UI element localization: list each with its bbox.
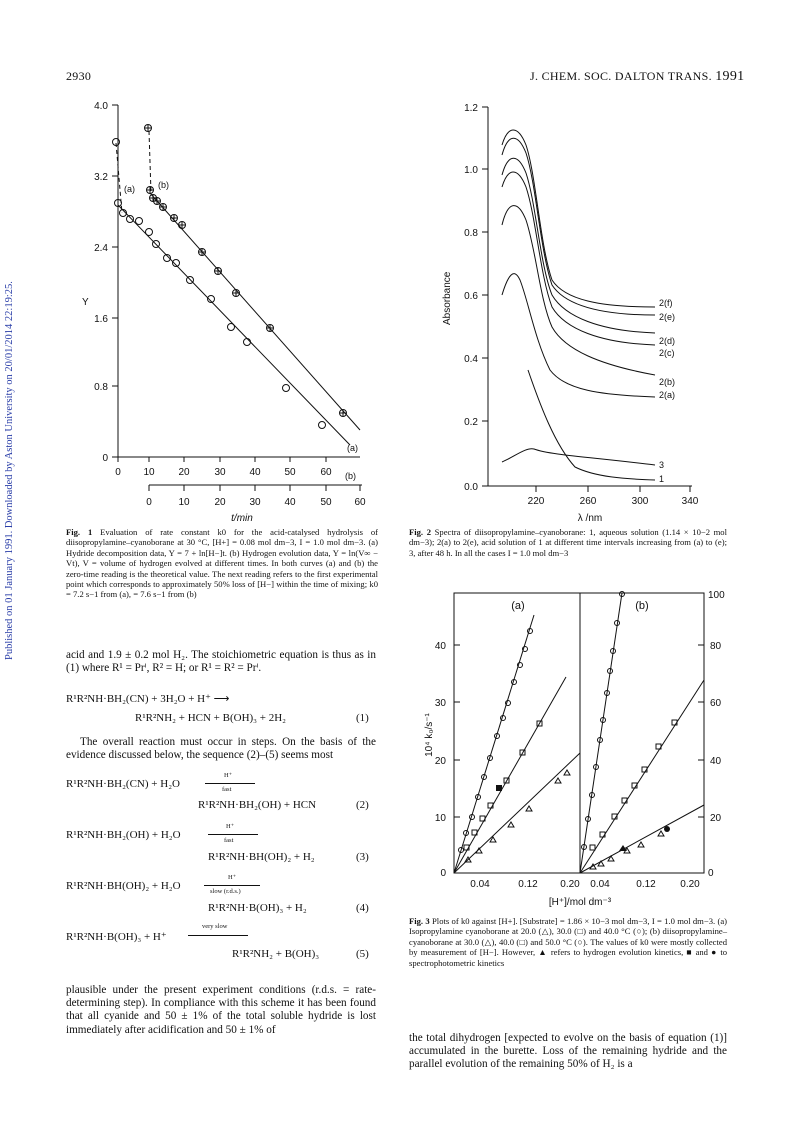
fig1-label-a-top: (a) — [124, 184, 135, 194]
eq3-number: (3) — [356, 851, 369, 863]
fig2-ytick: 0.8 — [464, 228, 478, 239]
eq1-right: R¹R²NH₂ + HCN + B(OH)₃ + 2H₂ — [135, 712, 286, 724]
eq1-number: (1) — [356, 712, 369, 724]
eq2-number: (2) — [356, 799, 369, 811]
fig3-left-tick: 20 — [434, 756, 446, 767]
fig1-xtick-a: 40 — [249, 467, 261, 478]
eq4-arrow — [204, 885, 260, 886]
fig1-ylabel: Y — [82, 297, 89, 308]
eq5-over: very slow — [202, 923, 228, 930]
journal-header — [530, 69, 744, 85]
fig1-xtick-b: 30 — [249, 497, 261, 508]
eq2-left: R¹R²NH·BH₂(CN) + H₂O — [66, 778, 180, 790]
fig2-ylabel: Absorbance — [442, 271, 453, 325]
eq3-over: H⁺ — [226, 823, 235, 830]
fig1-xtick-a: 60 — [320, 467, 332, 478]
fig3-xtick: 0.20 — [560, 879, 580, 890]
eq4-under: slow (r.d.s.) — [210, 888, 241, 895]
eq2-arrow — [205, 783, 255, 784]
fig1-xtick-a: 10 — [143, 467, 155, 478]
fig2-ytick: 0.0 — [464, 482, 478, 493]
fig1-caption — [66, 527, 378, 600]
fig2-curve-label: 2(a) — [659, 390, 676, 400]
eq4-over: H⁺ — [228, 874, 237, 881]
fig1-ytick: 3.2 — [94, 172, 108, 183]
fig2-curve-label: 2(d) — [659, 336, 676, 346]
fig2-xlabel: λ /nm — [577, 513, 603, 524]
fig3-xtick: 0.04 — [590, 879, 610, 890]
fig3-right-tick: 20 — [710, 813, 722, 824]
fig2-xtick: 220 — [527, 496, 545, 507]
fig1-xtick-a: 0 — [115, 467, 121, 478]
eq2-over: H⁺ — [224, 772, 233, 779]
fig3-xtick: 0.12 — [518, 879, 538, 890]
fig1-xtick-b: 50 — [320, 497, 332, 508]
fig1-xtick-a: 30 — [214, 467, 226, 478]
fig2-caption-text: Spectra of diisopropylamine–cyanoborane: 1, aqueous solution (1.14 × 10−2 mol dm−3); 2(a) to 2(e), acid solution of 1 at different time intervals increasing from (a) to (e); 3, after 48 h. In all the cases I = 1.0 mol dm−3 — [409, 527, 727, 558]
fig1-ytick: 2.4 — [94, 243, 108, 254]
fig2-ytick: 0.2 — [464, 417, 478, 428]
paragraph-4: the total dihydrogen [expected to evolve on the basis of equation (1)] accumulated in the burette. Loss of the remaining hydride and the parallel evolution of the remaining 50% of H₂ is a — [409, 1032, 727, 1071]
paragraph-1: acid and 1.9 ± 0.2 mol H₂. The stoichiometric equation is thus as in (1) where R¹ = Prⁱ, R² = H; or R¹ = R² = Prⁱ. — [66, 649, 376, 675]
fig3-left-tick: 0 — [440, 868, 446, 879]
fig2-curve-label: 3 — [659, 460, 665, 470]
fig3-caption-label: Fig. 3 — [409, 916, 430, 926]
fig3-ylabel: 10⁴ k₀/s⁻¹ — [424, 713, 435, 757]
fig1-label-a: (a) — [347, 443, 358, 453]
fig2-ytick: 0.4 — [464, 354, 478, 365]
eq4-right: R¹R²NH·B(OH)₃ + H₂ — [208, 902, 307, 914]
eq4-left: R¹R²NH·BH(OH)₂ + H₂O — [66, 880, 181, 892]
eq2-under: fast — [222, 786, 232, 793]
fig2-xtick: 340 — [681, 496, 699, 507]
fig1-xtick-a: 20 — [178, 467, 190, 478]
journal-year: 1991 — [715, 69, 745, 84]
fig3-right-tick: 100 — [708, 590, 725, 601]
fig1-ytick: 4.0 — [94, 101, 108, 112]
fig3-left-tick: 30 — [434, 698, 446, 709]
fig1-xtick-b: 10 — [178, 497, 190, 508]
fig3-panel-a: (a) — [511, 600, 525, 612]
fig2-curve-label: 2(e) — [659, 312, 676, 322]
fig2-xtick: 300 — [631, 496, 649, 507]
fig1-xlabel: t/min — [231, 513, 253, 524]
eq3-under: fast — [224, 837, 234, 844]
fig2-curve-label: 1 — [659, 474, 665, 484]
eq5-right: R¹R²NH₂ + B(OH)₃ — [232, 948, 320, 960]
eq3-left: R¹R²NH·BH₂(OH) + H₂O — [66, 829, 181, 841]
eq4-number: (4) — [356, 902, 369, 914]
journal-name: J. CHEM. SOC. DALTON TRANS. — [530, 69, 712, 83]
fig1-xtick-a: 50 — [284, 467, 296, 478]
page-number: 2930 — [66, 69, 92, 83]
fig3-right-tick: 0 — [708, 868, 714, 879]
fig1-caption-label: Fig. 1 — [66, 527, 93, 537]
fig2-curve-label: 2(f) — [659, 298, 673, 308]
fig3-right-tick: 80 — [710, 641, 722, 652]
eq3-arrow — [208, 834, 258, 835]
fig2-ytick: 1.2 — [464, 103, 478, 114]
figure-1 — [60, 95, 380, 525]
fig1-caption-text: Evaluation of rate constant k0 for the acid-catalysed hydrolysis of diisopropylamine–cyanoborane at 30 °C, [H+] = 0.08 mol dm−3, I = 1.0 mol dm−3. (a) Hydride decomposition data, Y = 7 + ln[H−]t. (b) Hydrogen evolution data, Y = ln(V∞ − Vt), V = volume of hydrogen evolved at different times. In both curves (a) and (b) the zero-time reading is the theoretical value. The next reading refers to the first experimental point which corresponds to approximately 50% loss of [H−] within the time of mixing; k0 = 7.2 s−1 from (a), = 7.6 s−1 from (b) — [66, 527, 379, 600]
eq3-right: R¹R²NH·BH(OH)₂ + H₂ — [208, 851, 315, 863]
paragraph-3: plausible under the present experiment conditions (r.d.s. = rate-determining step). In compliance with this scheme it has been found that all cyanide and 50 ± 1% of the total soluble hydride is lost immediately after acidification and 50 ± 1% of — [66, 984, 376, 1036]
figure-2 — [410, 95, 740, 525]
fig2-ytick: 1.0 — [464, 165, 478, 176]
fig1-label-b: (b) — [345, 471, 356, 481]
fig3-left-tick: 10 — [434, 813, 446, 824]
fig3-right-tick: 60 — [710, 698, 722, 709]
fig3-caption — [409, 916, 727, 968]
fig1-ytick: 0.8 — [94, 382, 108, 393]
fig1-xtick-b: 20 — [214, 497, 226, 508]
download-note-text: Published on 01 January 1991. Downloaded by Aston University on 20/01/2014 22:19:25. — [4, 281, 15, 660]
fig3-right-tick: 40 — [710, 756, 722, 767]
fig3-xlabel: [H⁺]/mol dm⁻³ — [548, 897, 612, 908]
fig3-caption-text: Plots of k0 against [H+]. [Substrate] = 1.86 × 10−3 mol dm−3, I = 1.0 mol dm−3. (a) Isopropylamine cyanoborane at 20.0 (△), 30.0 (□) and 40.0 °C (○); (b) diisopropylamine–cyanoborane at 30.0 (△), 40.0 (□) and 50.0 °C (○). The values of k0 were mostly collected by measurement of [H−]. However, ▲ refers to hydrogen evolution kinetics, ■ and ● to spectrophotometric kinetics — [409, 916, 728, 968]
fig2-curve-label: 2(b) — [659, 377, 676, 387]
fig2-ytick: 0.6 — [464, 291, 478, 302]
figure-3 — [410, 585, 740, 910]
fig3-xtick: 0.12 — [636, 879, 656, 890]
eq1-left: R¹R²NH·BH₂(CN) + 3H₂O + H⁺ ⟶ — [66, 693, 230, 705]
fig2-caption-label: Fig. 2 — [409, 527, 431, 537]
eq5-number: (5) — [356, 948, 369, 960]
fig3-left-tick: 40 — [434, 641, 446, 652]
eq2-right: R¹R²NH·BH₂(OH) + HCN — [198, 799, 317, 811]
eq5-arrow — [188, 935, 248, 936]
fig2-caption — [409, 527, 727, 558]
fig1-xtick-b: 60 — [354, 497, 366, 508]
fig2-xtick: 260 — [579, 496, 597, 507]
fig1-xtick-b: 0 — [146, 497, 152, 508]
fig3-xtick: 0.04 — [470, 879, 490, 890]
download-note — [4, 140, 18, 700]
eq5-left: R¹R²NH·B(OH)₃ + H⁺ — [66, 931, 167, 943]
fig3-panel-b: (b) — [635, 600, 649, 612]
fig1-xtick-b: 40 — [284, 497, 296, 508]
paragraph-2: The overall reaction must occur in steps. On the basis of the evidence discussed below, the sequence (2)–(5) seems most — [66, 736, 376, 762]
fig1-label-b-top: (b) — [158, 180, 169, 190]
fig1-ytick: 1.6 — [94, 314, 108, 325]
fig1-ytick: 0 — [102, 453, 108, 464]
fig3-xtick: 0.20 — [680, 879, 700, 890]
fig2-curve-label: 2(c) — [659, 348, 675, 358]
